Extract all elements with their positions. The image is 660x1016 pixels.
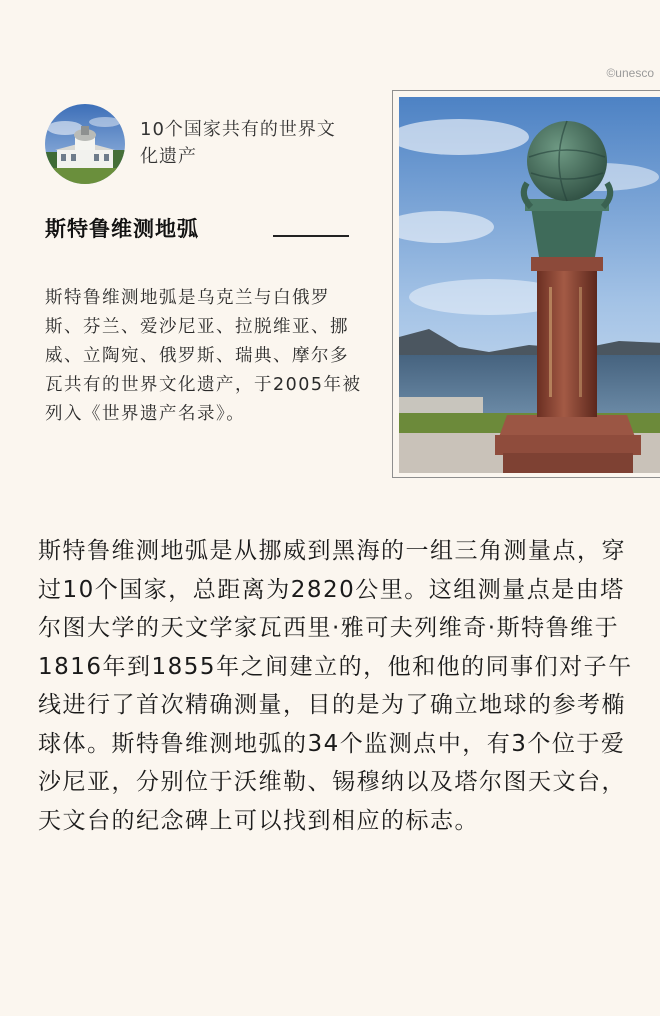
title-underline: [273, 235, 349, 237]
title-row: [45, 212, 355, 246]
image-credit: ©unesco: [606, 66, 654, 80]
photo-frame: [392, 90, 660, 478]
observatory-avatar: [45, 104, 125, 184]
tagline: 10个国家共有的世界文化遗产: [140, 119, 336, 167]
summary-paragraph: 斯特鲁维测地弧是乌克兰与白俄罗斯、芬兰、爱沙尼亚、拉脱维亚、挪威、立陶宛、俄罗斯、瑞典、摩尔多瓦共有的世界文化遗产，于2005年被列入《世界遗产名录》。: [45, 288, 362, 424]
body-paragraph: 斯特鲁维测地弧是从挪威到黑海的一组三角测量点，穿过10个国家，总距离为2820公里。这组测量点是由塔尔图大学的天文学家瓦西里·雅可夫列维奇·斯特鲁维于1816年到1855年之间建立的，他和他的同事们对子午线进行了首次精确测量，目的是为了确立地球的参考椭球体。斯特鲁维测地弧的34个监测点中，有3个位于爱沙尼亚，分别位于沃维勒、锡穆纳以及塔尔图天文台，天文台的纪念碑上可以找到相应的标志。: [38, 538, 633, 834]
monument-photo: [399, 97, 660, 473]
page-title: 斯特鲁维测地弧: [45, 217, 199, 241]
